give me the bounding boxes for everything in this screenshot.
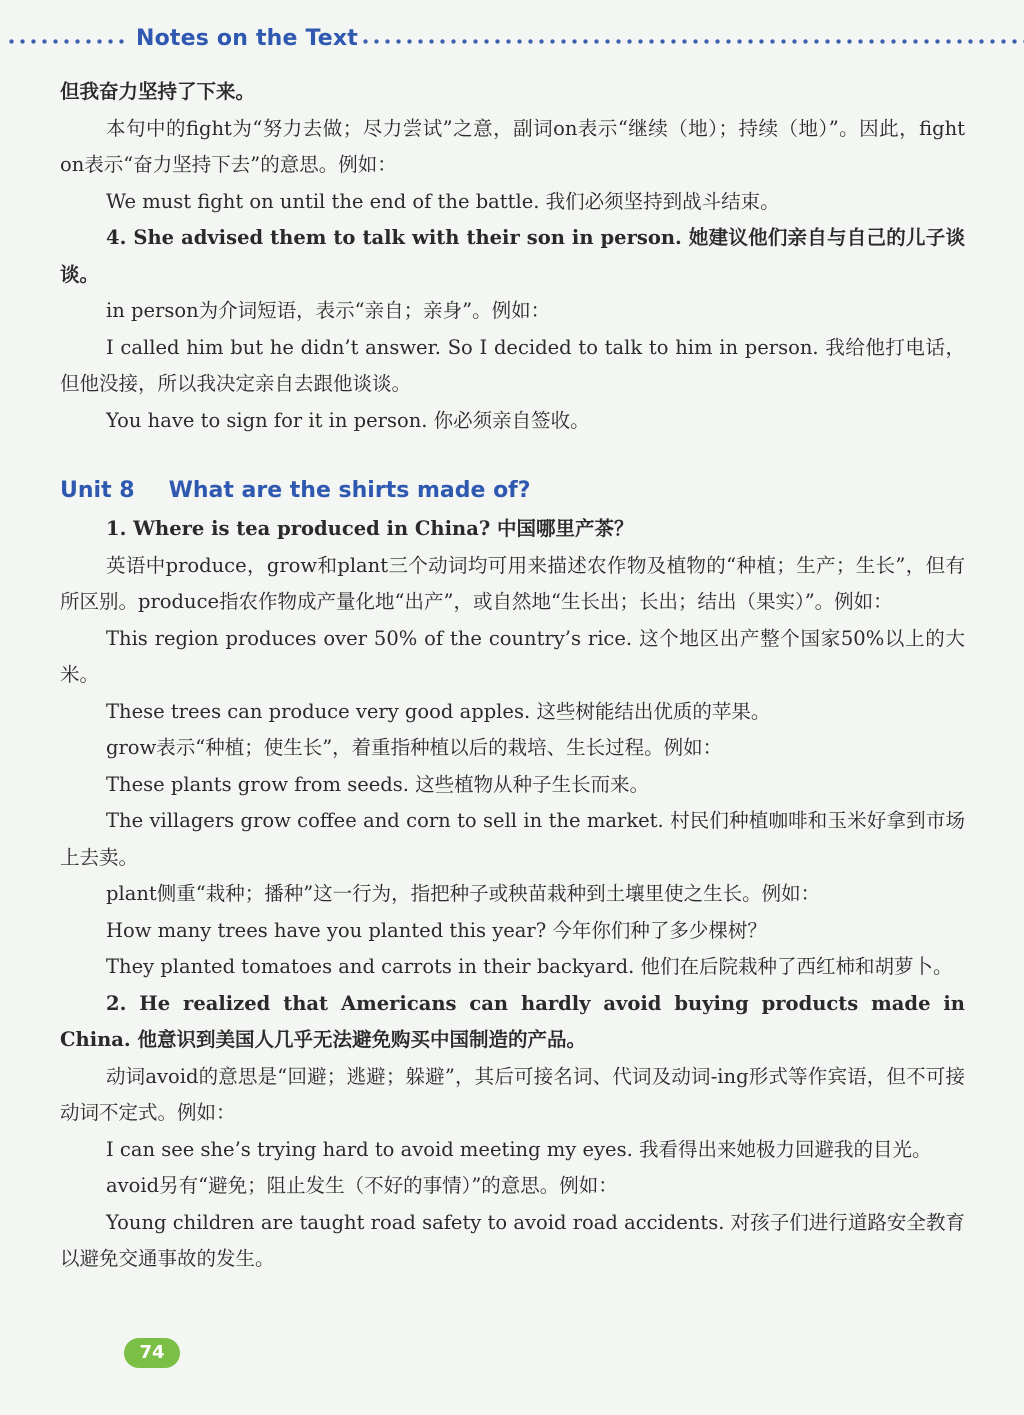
paragraph-example: You have to sign for it in person. 你必须亲自签收。 bbox=[106, 408, 590, 432]
paragraph-explanation: grow表示“种植；使生长”，着重指种植以后的栽培、生长过程。例如： bbox=[106, 736, 723, 759]
paragraph-example: How many trees have you planted this year? 今年你们种了多少棵树？ bbox=[106, 918, 767, 942]
unit-heading bbox=[60, 471, 965, 511]
running-header bbox=[0, 24, 1024, 58]
paragraph-explanation: 本句中的fight为“努力去做；尽力尝试”之意，副词on表示“继续（地）；持续（地）”。因此，fight on表示“奋力坚持下去”的意思。例如： bbox=[60, 116, 965, 176]
paragraph-example: I can see she’s trying hard to avoid meeting my eyes. 我看得出来她极力回避我的目光。 bbox=[106, 1137, 932, 1161]
page-content bbox=[60, 74, 965, 1278]
paragraph-example: Young children are taught road safety to avoid road accidents. 对孩子们进行道路安全教育以避免交通事故的发生。 bbox=[60, 1210, 965, 1270]
paragraph-example: They planted tomatoes and carrots in their backyard. 他们在后院栽种了西红柿和胡萝卜。 bbox=[106, 955, 953, 978]
note-heading-1: 1. Where is tea produced in China? 中国哪里产茶？ bbox=[106, 517, 634, 540]
header-dots-right bbox=[360, 39, 1024, 44]
paragraph-example: These trees can produce very good apples. 这些树能结出优质的苹果。 bbox=[106, 699, 771, 723]
header-dots-left bbox=[6, 39, 126, 44]
paragraph-example: We must fight on until the end of the battle. 我们必须坚持到战斗结束。 bbox=[106, 189, 780, 213]
note-heading-2: 2. He realized that Americans can hardly avoid buying products made in China. 他意识到美国人几乎无法避免购买中国制造的产品。 bbox=[60, 991, 965, 1051]
paragraph-explanation: 动词avoid的意思是“回避；逃避；躲避”，其后可接名词、代词及动词-ing形式等作宾语，但不可接动词不定式。例如： bbox=[60, 1064, 965, 1124]
paragraph-example: These plants grow from seeds. 这些植物从种子生长而来。 bbox=[106, 772, 650, 796]
paragraph-explanation: avoid另有“避免；阻止发生（不好的事情）”的意思。例如： bbox=[106, 1174, 618, 1197]
note-heading-4: 4. She advised them to talk with their son in person. 她建议他们亲自与自己的儿子谈谈。 bbox=[60, 226, 965, 286]
paragraph-example: This region produces over 50% of the country’s rice. 这个地区出产整个国家50%以上的大米。 bbox=[60, 626, 965, 686]
paragraph-explanation: in person为介词短语，表示“亲自；亲身”。例如： bbox=[106, 299, 551, 322]
unit-number: Unit 8 bbox=[60, 478, 135, 503]
page-number-badge: 74 bbox=[124, 1338, 180, 1368]
header-title: Notes on the Text bbox=[136, 26, 359, 51]
paragraph-explanation: 英语中produce，grow和plant三个动词均可用来描述农作物及植物的“种植；生产；生长”，但有所区别。produce指农作物成产量化地“出产”，或自然地“生长出；长出；结出（果实）”。例如： bbox=[60, 553, 965, 613]
unit-title: What are the shirts made of? bbox=[168, 478, 531, 503]
paragraph-explanation: plant侧重“栽种；播种”这一行为，指把种子或秧苗栽种到土壤里使之生长。例如： bbox=[106, 882, 821, 905]
paragraph-example: I called him but he didn’t answer. So I decided to talk to him in person. 我给他打电话，但他没接，所以我决定亲自去跟他谈谈。 bbox=[60, 335, 965, 395]
paragraph-example: The villagers grow coffee and corn to sell in the market. 村民们种植咖啡和玉米好拿到市场上去卖。 bbox=[60, 809, 965, 869]
paragraph-sentence-translation: 但我奋力坚持了下来。 bbox=[60, 80, 256, 103]
